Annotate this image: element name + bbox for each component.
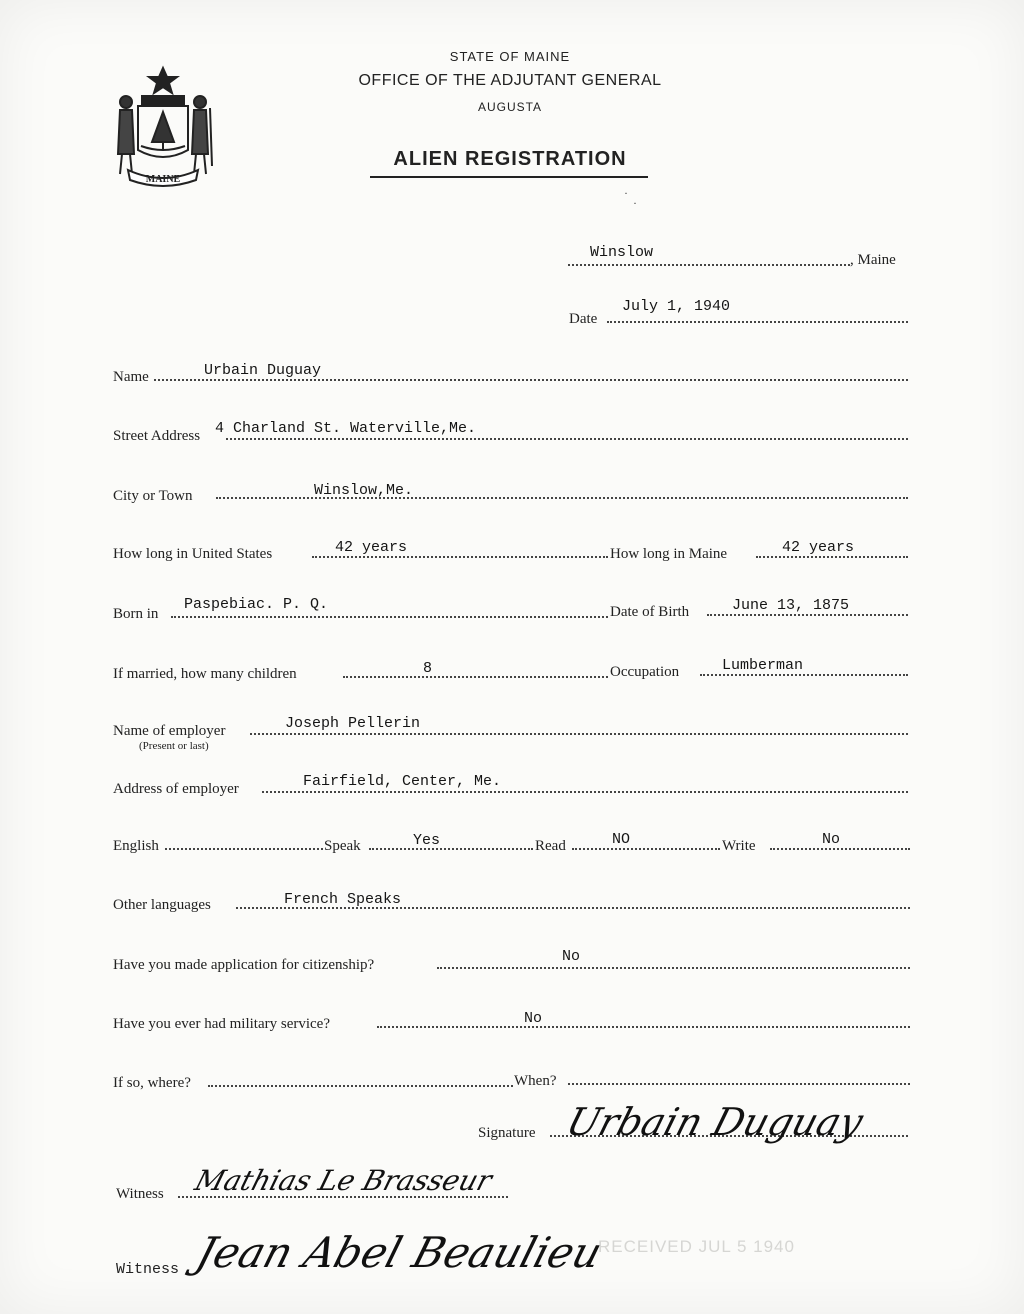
name-value: Urbain Duguay xyxy=(204,362,322,379)
where-line xyxy=(208,1085,513,1087)
birth-date-label: Date of Birth xyxy=(610,604,690,620)
date-label: Date xyxy=(569,311,598,327)
employer-label: Name of employer xyxy=(113,723,226,739)
other-languages-value: French Speaks xyxy=(284,891,402,908)
employer-line xyxy=(250,733,908,735)
when-label: When? xyxy=(514,1073,557,1089)
name-line xyxy=(154,379,908,381)
place-line xyxy=(568,264,850,266)
in-maine-label: How long in Maine xyxy=(610,546,728,562)
employer-address-value: Fairfield, Center, Me. xyxy=(303,773,502,790)
employer-note: (Present or last) xyxy=(139,740,209,752)
military-line xyxy=(377,1026,910,1028)
employer-address-line xyxy=(262,791,908,793)
city-label: City or Town xyxy=(113,488,193,504)
employer-address-label: Address of employer xyxy=(113,781,239,797)
header-state: STATE OF MAINE xyxy=(449,49,571,64)
occupation-value: Lumberman xyxy=(722,657,804,674)
citizenship-line xyxy=(437,967,910,969)
speak-label: Speak xyxy=(324,838,361,854)
header-office: OFFICE OF THE ADJUTANT GENERAL xyxy=(358,72,662,89)
write-value: No xyxy=(822,831,841,848)
citizenship-value: No xyxy=(562,948,581,965)
ink-speck: · xyxy=(633,196,637,210)
name-label: Name xyxy=(113,369,149,385)
children-label: If married, how many children xyxy=(113,666,297,682)
birth-date-value: June 13, 1875 xyxy=(732,597,850,614)
write-line xyxy=(770,848,910,850)
read-line xyxy=(572,848,720,850)
street-value: 4 Charland St. Waterville,Me. xyxy=(215,420,477,437)
street-line xyxy=(226,438,908,440)
witness-1-value: Mathias Le Brasseur xyxy=(191,1164,496,1197)
witness-2-label: Witness xyxy=(116,1261,180,1278)
header-city: AUGUSTA xyxy=(477,100,543,114)
date-line xyxy=(607,321,908,323)
maine-state-seal xyxy=(108,62,218,190)
signature-value: Urbain Duguay xyxy=(561,1100,869,1144)
street-label: Street Address xyxy=(113,428,201,444)
where-label: If so, where? xyxy=(113,1075,191,1091)
citizenship-label: Have you made application for citizenship? xyxy=(113,957,375,973)
speak-line xyxy=(369,848,533,850)
children-line xyxy=(343,676,608,678)
military-value: No xyxy=(524,1010,543,1027)
born-in-line xyxy=(171,616,608,618)
english-label: English xyxy=(113,838,159,854)
witness-2-value: Jean Abel Beaulieu xyxy=(190,1228,608,1277)
write-label: Write xyxy=(722,838,756,854)
ink-speck: · xyxy=(624,186,628,200)
in-us-label: How long in United States xyxy=(113,546,273,562)
speak-value: Yes xyxy=(413,832,441,849)
form-title: ALIEN REGISTRATION xyxy=(393,148,627,170)
when-line xyxy=(568,1083,910,1085)
signature-label: Signature xyxy=(478,1125,536,1141)
occupation-label: Occupation xyxy=(610,664,680,680)
title-underline xyxy=(370,176,648,178)
military-label: Have you ever had military service? xyxy=(113,1016,330,1032)
seal-text: MAINE xyxy=(145,174,181,185)
in-us-value: 42 years xyxy=(335,539,408,556)
children-value: 8 xyxy=(423,660,433,677)
witness-1-label: Witness xyxy=(116,1186,164,1202)
read-value: NO xyxy=(612,831,631,848)
other-languages-label: Other languages xyxy=(113,897,211,913)
place-town-value: Winslow xyxy=(590,244,654,261)
city-value: Winslow,Me. xyxy=(314,482,414,499)
in-maine-value: 42 years xyxy=(782,539,855,556)
born-in-label: Born in xyxy=(113,606,159,622)
occupation-line xyxy=(700,674,908,676)
received-stamp: RECEIVED JUL 5 1940 xyxy=(598,1237,795,1256)
read-label: Read xyxy=(535,838,566,854)
in-maine-line xyxy=(756,556,908,558)
date-value: July 1, 1940 xyxy=(622,298,731,315)
employer-value: Joseph Pellerin xyxy=(285,715,421,732)
in-us-line xyxy=(312,556,608,558)
place-suffix: , Maine xyxy=(850,252,896,268)
born-in-value: Paspebiac. P. Q. xyxy=(184,596,329,613)
birth-date-line xyxy=(707,614,908,616)
english-line xyxy=(165,848,323,850)
